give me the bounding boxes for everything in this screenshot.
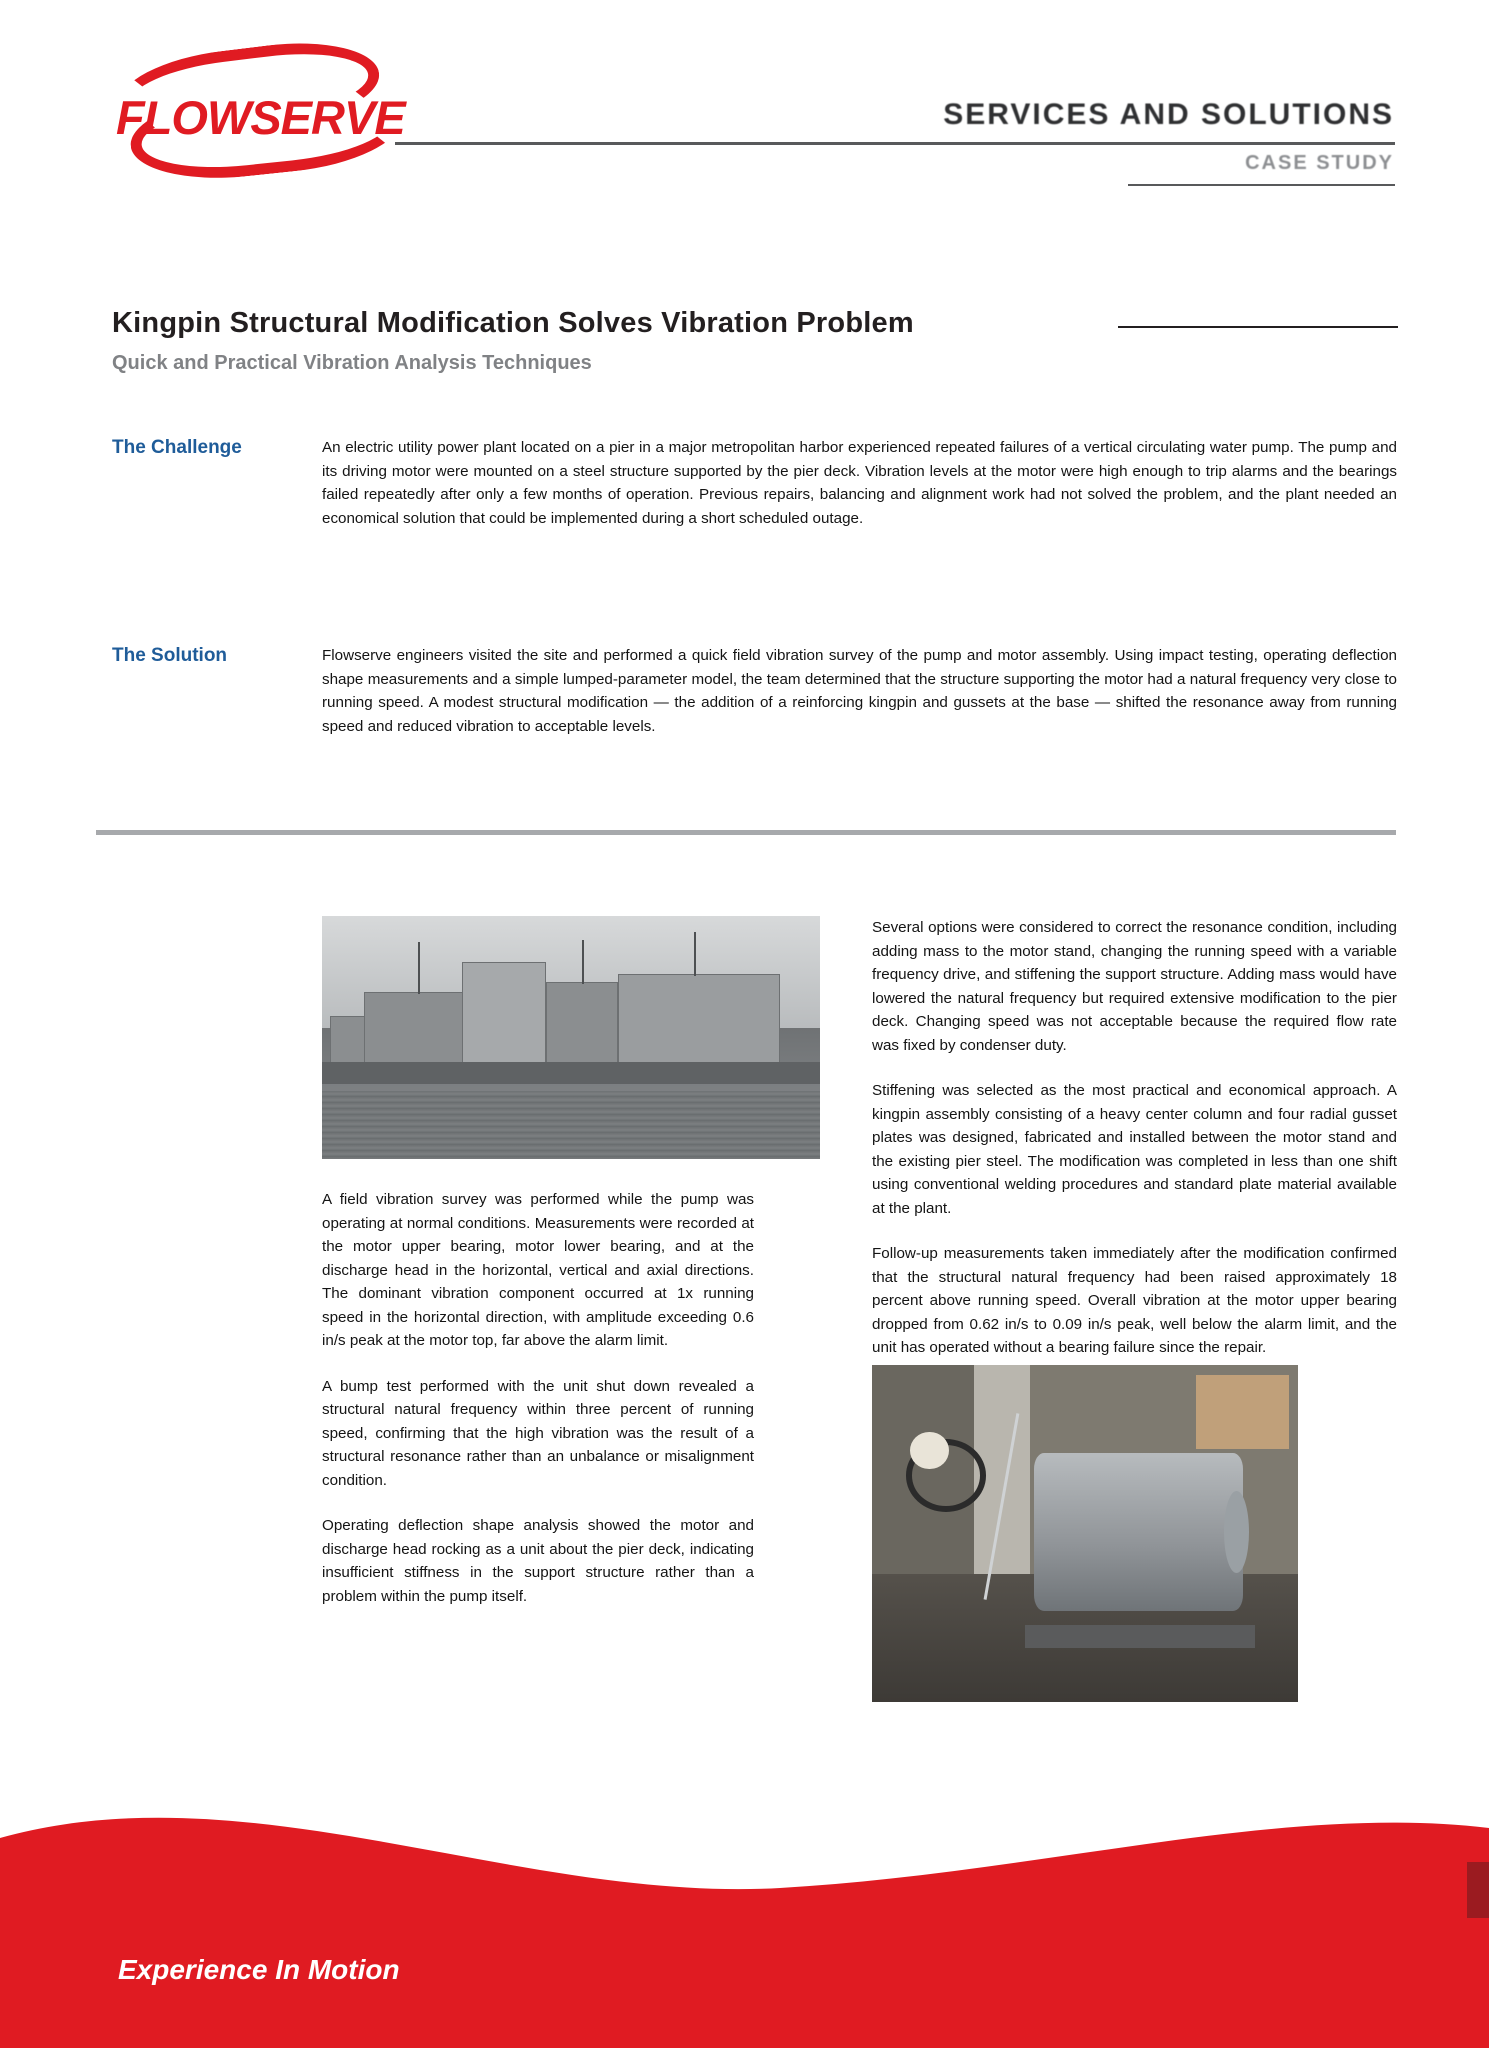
footer-tagline: Experience In Motion [118, 1954, 400, 1985]
header-rule-top [395, 142, 1395, 145]
photo-mast [418, 942, 420, 994]
paragraph: Stiffening was selected as the most practical and economical approach. A kingpin assembly consisting of a heavy center column and four radial gusset plates was designed, fabricated and installed between the motor stand and the existing pier steel. The modification was completed in less than one shift using conventional welding procedures and standard plate material available at the plant. [872, 1082, 1397, 1217]
page-title: Kingpin Structural Modification Solves Vibration Problem [112, 307, 914, 339]
title-rule [1118, 326, 1398, 328]
body-left-column [322, 1188, 754, 1608]
section-label-solution: The Solution [112, 645, 228, 666]
photo-insulation [910, 1432, 948, 1469]
photo-building-block [462, 962, 546, 1064]
page-footer [0, 1768, 1489, 2048]
footer-wave-shape [0, 1768, 1489, 2048]
photo-building-block [330, 1016, 368, 1064]
section-body-challenge: An electric utility power plant located on a pier in a major metropolitan harbor experienced repeated failures of a vertical circulating water pump. The pump and its driving motor were mounted on a steel structure supported by the pier deck. Vibration levels at the motor were high enough to trip alarms and the bearings failed repeatedly after only a few months of operation. Previous repairs, balancing and alignment work had not solved the problem, and the plant needed an economical solution that could be implemented during a short scheduled outage. [322, 439, 1397, 527]
footer-side-tab [1467, 1862, 1489, 1918]
page-subtitle: Quick and Practical Vibration Analysis Techniques [112, 352, 592, 374]
page-header [0, 0, 1489, 215]
pump-motor-photo [872, 1365, 1298, 1702]
header-title: SERVICES AND SOLUTIONS [943, 98, 1394, 131]
section-divider [96, 830, 1396, 835]
plant-building-photo [322, 916, 820, 1159]
header-subtitle: CASE STUDY [1245, 152, 1394, 174]
header-rule-bottom [1128, 184, 1395, 186]
photo-mast [694, 932, 696, 976]
photo-dock [322, 1062, 820, 1084]
flowserve-logo [108, 48, 405, 153]
photo-building-block [364, 992, 466, 1064]
paragraph: Operating deflection shape analysis showed the motor and discharge head rocking as a unit about the pier deck, indicating insufficient stiffness in the support structure rather than a problem within the pump itself. [322, 1517, 754, 1605]
photo-carton [1196, 1375, 1290, 1449]
paragraph: Follow-up measurements taken immediately after the modification confirmed that the structural natural frequency had been raised approximately 18 percent above running speed. Overall vibration at the motor upper bearing dropped from 0.62 in/s to 0.09 in/s peak, well below the alarm limit, and the unit has operated without a bearing failure since the repair. [872, 1245, 1397, 1356]
photo-motor-body [1034, 1453, 1243, 1611]
paragraph: A field vibration survey was performed while the pump was operating at normal conditions. Measurements were recorded at the motor upper bearing, motor lower bearing, and at the discharge head in the horizontal, vertical and axial directions. The dominant vibration component occurred at 1x running speed in the horizontal direction, with amplitude exceeding 0.6 in/s peak at the motor top, far above the alarm limit. [322, 1191, 754, 1349]
photo-motor-base [1025, 1625, 1255, 1649]
photo-water [322, 1091, 820, 1159]
paragraph: Several options were considered to correct the resonance condition, including adding mass to the motor stand, changing the running speed with a variable frequency drive, and stiffening the support structure. Adding mass would have lowered the natural frequency but required extensive modification to the pier deck. Changing speed was not acceptable because the required flow rate was fixed by condenser duty. [872, 919, 1397, 1054]
section-label-challenge: The Challenge [112, 437, 242, 458]
photo-motor-endbell [1224, 1491, 1249, 1573]
paragraph: A bump test performed with the unit shut down revealed a structural natural frequency within three percent of running speed, confirming that the high vibration was the result of a structural resonance rather than an unbalance or misalignment condition. [322, 1377, 754, 1489]
section-body-solution: Flowserve engineers visited the site and performed a quick field vibration survey of the pump and motor assembly. Using impact testing, operating deflection shape measurements and a simple lumped-parameter model, the team determined that the structure supporting the motor had a natural frequency very close to running speed. A modest structural modification — the addition of a reinforcing kingpin and gussets at the base — shifted the resonance away from running speed and reduced vibration to acceptable levels. [322, 647, 1397, 735]
photo-mast [582, 940, 584, 984]
photo-building-block [618, 974, 780, 1064]
body-right-column [872, 916, 1397, 1360]
logo-wordmark: FLOWSERVE [116, 91, 405, 144]
photo-building-block [546, 982, 618, 1064]
